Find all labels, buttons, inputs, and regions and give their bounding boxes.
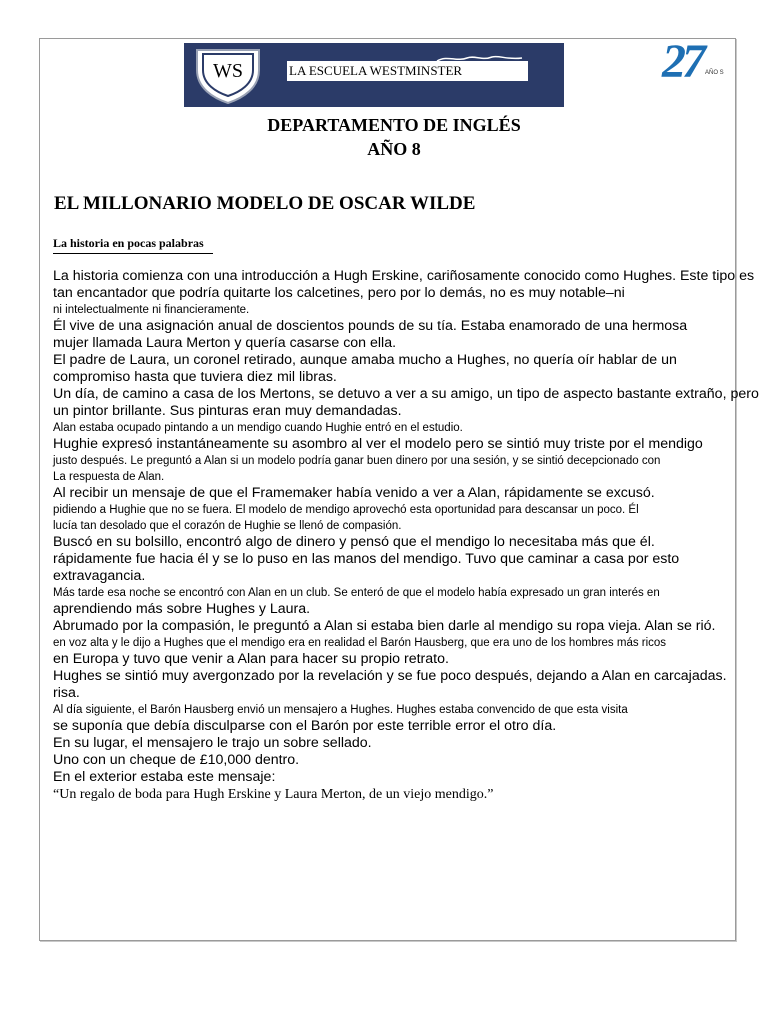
body-line: mujer llamada Laura Merton y quería casarse con ella.	[53, 335, 397, 351]
body-line: compromiso hasta que tuviera diez mil libras.	[53, 369, 337, 385]
body-line: Al día siguiente, el Barón Hausberg envió un mensajero a Hughes. Hughes estaba convencido de que esta visita	[53, 704, 628, 716]
body-line: Hughes se sintió muy avergonzado por la revelación y se fue poco después, dejando a Alan en carcajadas.	[53, 668, 727, 684]
crest-initials: WS	[213, 60, 243, 82]
body-line: extravagancia.	[53, 568, 146, 584]
body-line: en voz alta y le dijo a Hughes que el mendigo era en realidad el Barón Hausberg, que era uno de los hombres más ricos	[53, 637, 667, 649]
body-line: Buscó en su bolsillo, encontró algo de dinero y pensó que el mendigo lo necesitaba más que él.	[53, 534, 655, 550]
body-line: La historia comienza con una introducción a Hugh Erskine, cariñosamente conocido como Hughes. Este tipo es	[53, 268, 755, 284]
body-line: lucía tan desolado que el corazón de Hughie se llenó de compasión.	[53, 520, 402, 532]
body-line: rápidamente fue hacia él y se lo puso en las manos del mendigo. Tuvo que caminar a casa por esto	[53, 551, 680, 567]
body-line: El padre de Laura, un coronel retirado, aunque amaba mucho a Hughes, no quería oír hablar de un	[53, 352, 677, 368]
school-crest-logo	[193, 48, 263, 104]
year-heading: AÑO 8	[367, 139, 421, 159]
body-line: ni intelectualmente ni financieramente.	[53, 304, 250, 316]
body-line: Al recibir un mensaje de que el Framemaker había venido a ver a Alan, rápidamente se excusó.	[53, 485, 655, 501]
body-line: un pintor brillante. Sus pinturas eran muy demandadas.	[53, 403, 402, 419]
body-line: tan encantador que podría quitarte los calcetines, pero por lo demás, no es muy notable–ni	[53, 285, 625, 301]
body-line: Abrumado por la compasión, le preguntó a Alan si estaba bien darle al mendigo su ropa vieja. Alan se rió.	[53, 618, 716, 634]
anniversary-number: 27	[662, 35, 702, 88]
school-name: LA ESCUELA WESTMINSTER	[287, 61, 528, 81]
body-line: justo después. Le preguntó a Alan si un modelo podría ganar buen dinero por una sesión, y se sintió decepcionado con	[53, 455, 661, 467]
body-line: Él vive de una asignación anual de doscientos pounds de su tía. Estaba enamorado de una hermosa	[53, 318, 688, 334]
school-banner	[184, 43, 564, 107]
anniversary-suffix: AÑO S	[705, 70, 724, 76]
body-line: En su lugar, el mensajero le trajo un sobre sellado.	[53, 735, 372, 751]
document-title: EL MILLONARIO MODELO DE OSCAR WILDE	[54, 193, 476, 214]
body-line: Más tarde esa noche se encontró con Alan en un club. Se enteró de que el modelo había expresado un gran interés en	[53, 587, 660, 599]
body-line: Uno con un cheque de £10,000 dentro.	[53, 752, 300, 768]
anniversary-logo	[662, 35, 732, 94]
arabic-script-decoration	[287, 50, 528, 60]
body-line: en Europa y tuvo que venir a Alan para hacer su propio retrato.	[53, 651, 449, 667]
department-heading: DEPARTAMENTO DE INGLÉS	[267, 115, 521, 135]
body-line: La respuesta de Alan.	[53, 471, 165, 483]
body-line: risa.	[53, 685, 80, 701]
body-line: Hughie expresó instantáneamente su asombro al ver el modelo pero se sintió muy triste por el mendigo	[53, 436, 703, 452]
body-line: se suponía que debía disculparse con el Barón por este terrible error el otro día.	[53, 718, 557, 734]
body-line: pidiendo a Hughie que no se fuera. El modelo de mendigo aprovechó esta oportunidad para descansar un poco. Él	[53, 504, 639, 516]
body-line: “Un regalo de boda para Hugh Erskine y Laura Merton, de un viejo mendigo.”	[53, 787, 494, 802]
body-line: aprendiendo más sobre Hughes y Laura.	[53, 601, 311, 617]
section-heading: La historia en pocas palabras	[53, 236, 213, 254]
story-summary	[53, 268, 759, 804]
body-line: Alan estaba ocupado pintando a un mendigo cuando Hughie entró en el estudio.	[53, 422, 463, 434]
body-line: Un día, de camino a casa de los Mertons, se detuvo a ver a su amigo, un tipo de aspecto bastante extraño, pero	[53, 386, 759, 402]
body-line: En el exterior estaba este mensaje:	[53, 769, 276, 785]
